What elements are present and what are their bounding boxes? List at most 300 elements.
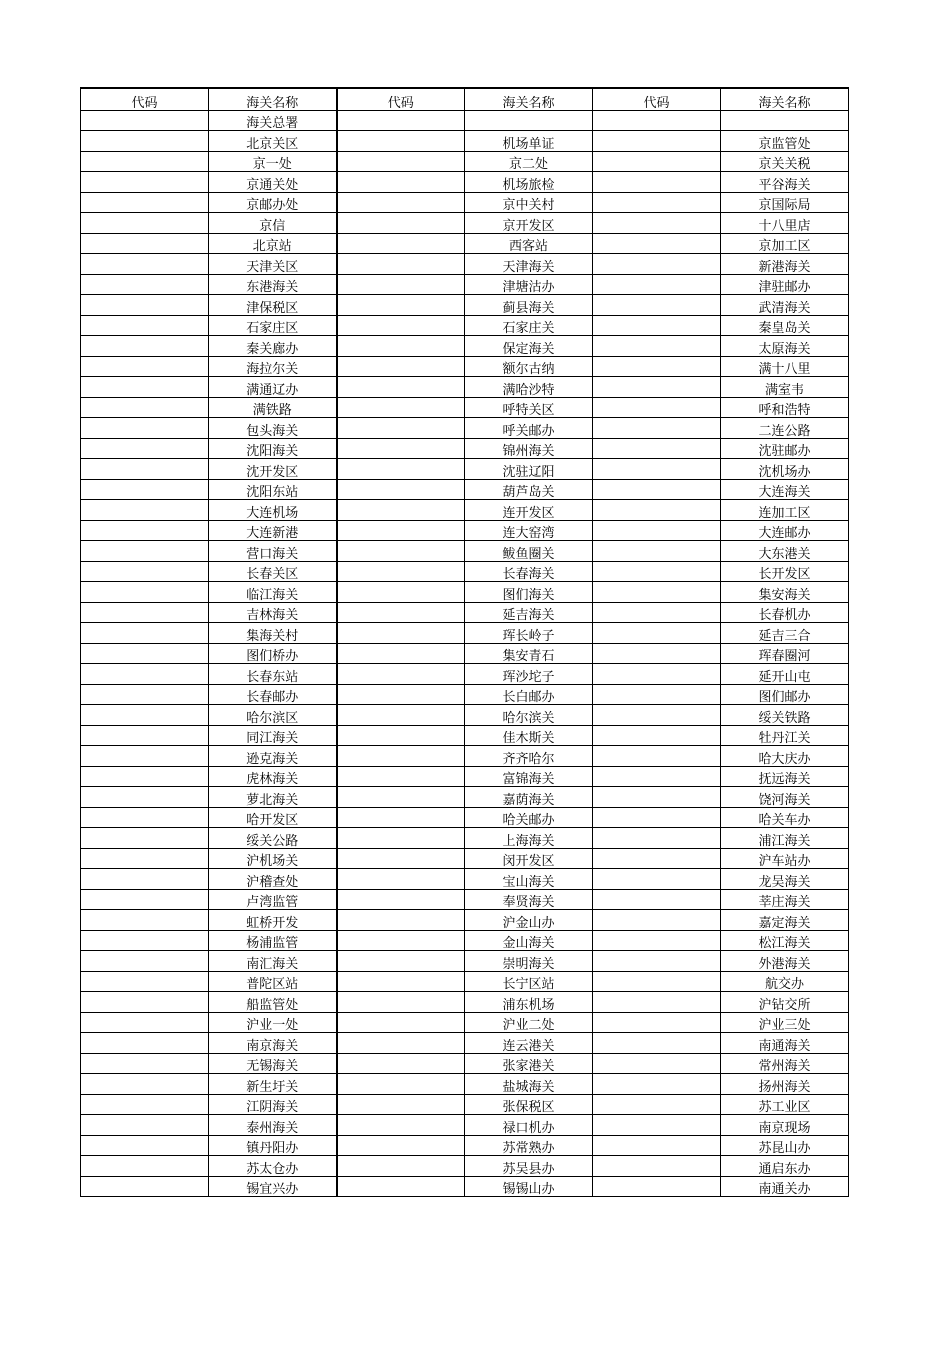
table-row xyxy=(81,438,849,459)
customs-name-cell: 北京关区 xyxy=(209,131,337,152)
table-row xyxy=(81,787,849,808)
code-cell xyxy=(337,110,465,131)
code-cell xyxy=(337,520,465,541)
code-cell xyxy=(81,1033,209,1054)
customs-name-cell: 扬州海关 xyxy=(721,1074,849,1095)
table-row xyxy=(81,705,849,726)
code-cell xyxy=(81,664,209,685)
code-cell xyxy=(593,1176,721,1197)
customs-name-cell: 嘉定海关 xyxy=(721,910,849,931)
customs-name-cell: 哈尔滨关 xyxy=(465,705,593,726)
table-row xyxy=(81,1033,849,1054)
table-row xyxy=(81,479,849,500)
customs-name-cell: 额尔古纳 xyxy=(465,356,593,377)
code-cell xyxy=(593,889,721,910)
customs-name-cell: 连开发区 xyxy=(465,500,593,521)
customs-name-cell: 京信 xyxy=(209,213,337,234)
code-cell xyxy=(337,500,465,521)
customs-name-cell: 营口海关 xyxy=(209,541,337,562)
code-cell xyxy=(337,623,465,644)
code-cell xyxy=(337,828,465,849)
code-cell xyxy=(337,561,465,582)
customs-name-cell: 珲长岭子 xyxy=(465,623,593,644)
customs-name-cell: 图们桥办 xyxy=(209,643,337,664)
customs-name-cell: 沈驻辽阳 xyxy=(465,459,593,480)
customs-name-cell: 齐齐哈尔 xyxy=(465,746,593,767)
header-code-1: 代码 xyxy=(81,88,209,110)
table-row xyxy=(81,869,849,890)
code-cell xyxy=(81,602,209,623)
table-row xyxy=(81,1053,849,1074)
customs-name-cell: 长白邮办 xyxy=(465,684,593,705)
customs-name-cell xyxy=(721,110,849,131)
code-cell xyxy=(593,910,721,931)
table-row xyxy=(81,828,849,849)
code-cell xyxy=(593,356,721,377)
code-cell xyxy=(81,1012,209,1033)
customs-name-cell: 天津关区 xyxy=(209,254,337,275)
code-cell xyxy=(337,254,465,275)
table-row xyxy=(81,418,849,439)
customs-name-cell: 平谷海关 xyxy=(721,172,849,193)
header-name-3: 海关名称 xyxy=(721,88,849,110)
code-cell xyxy=(593,110,721,131)
customs-name-cell: 哈关车办 xyxy=(721,807,849,828)
table-row xyxy=(81,664,849,685)
code-cell xyxy=(593,213,721,234)
customs-name-cell: 海关总署 xyxy=(209,110,337,131)
customs-name-cell: 南京现场 xyxy=(721,1115,849,1136)
code-cell xyxy=(81,295,209,316)
code-cell xyxy=(593,377,721,398)
table-row xyxy=(81,315,849,336)
code-cell xyxy=(593,1115,721,1136)
table-row xyxy=(81,131,849,152)
customs-name-cell: 沪车站办 xyxy=(721,848,849,869)
customs-name-cell: 上海海关 xyxy=(465,828,593,849)
customs-name-cell: 沪业一处 xyxy=(209,1012,337,1033)
customs-name-cell: 苏吴县办 xyxy=(465,1156,593,1177)
table-row xyxy=(81,643,849,664)
code-cell xyxy=(593,869,721,890)
customs-name-cell: 沈开发区 xyxy=(209,459,337,480)
code-cell xyxy=(337,1135,465,1156)
code-cell xyxy=(337,315,465,336)
customs-name-cell: 太原海关 xyxy=(721,336,849,357)
customs-name-cell: 航交办 xyxy=(721,971,849,992)
customs-name-cell: 京加工区 xyxy=(721,233,849,254)
customs-name-cell: 珲沙坨子 xyxy=(465,664,593,685)
code-cell xyxy=(593,705,721,726)
customs-name-cell: 满铁路 xyxy=(209,397,337,418)
table-row xyxy=(81,541,849,562)
customs-name-cell: 京邮办处 xyxy=(209,192,337,213)
code-cell xyxy=(337,582,465,603)
customs-name-cell: 石家庄关 xyxy=(465,315,593,336)
customs-name-cell: 沪稽查处 xyxy=(209,869,337,890)
code-cell xyxy=(337,992,465,1013)
table-row xyxy=(81,1012,849,1033)
code-cell xyxy=(337,1115,465,1136)
code-cell xyxy=(337,1074,465,1095)
customs-name-cell: 长春邮办 xyxy=(209,684,337,705)
table-row xyxy=(81,1074,849,1095)
code-cell xyxy=(81,951,209,972)
customs-name-cell: 鲅鱼圈关 xyxy=(465,541,593,562)
code-cell xyxy=(337,643,465,664)
table-row xyxy=(81,295,849,316)
table-row xyxy=(81,1115,849,1136)
code-cell xyxy=(337,295,465,316)
table-row xyxy=(81,192,849,213)
customs-name-cell: 满哈沙特 xyxy=(465,377,593,398)
customs-name-cell: 莘庄海关 xyxy=(721,889,849,910)
customs-name-cell: 长春机办 xyxy=(721,602,849,623)
code-cell xyxy=(337,192,465,213)
code-cell xyxy=(81,1094,209,1115)
code-cell xyxy=(337,848,465,869)
code-cell xyxy=(81,1135,209,1156)
code-cell xyxy=(81,930,209,951)
customs-name-cell: 京国际局 xyxy=(721,192,849,213)
code-cell xyxy=(81,479,209,500)
code-cell xyxy=(81,131,209,152)
customs-name-cell: 浦江海关 xyxy=(721,828,849,849)
table-row xyxy=(81,807,849,828)
code-cell xyxy=(337,602,465,623)
code-cell xyxy=(337,213,465,234)
code-cell xyxy=(81,377,209,398)
customs-name-cell: 连云港关 xyxy=(465,1033,593,1054)
code-cell xyxy=(81,828,209,849)
code-cell xyxy=(593,336,721,357)
customs-name-cell: 张家港关 xyxy=(465,1053,593,1074)
customs-name-cell: 长春东站 xyxy=(209,664,337,685)
code-cell xyxy=(337,787,465,808)
code-cell xyxy=(337,459,465,480)
code-cell xyxy=(337,725,465,746)
table-row xyxy=(81,746,849,767)
customs-name-cell: 海拉尔关 xyxy=(209,356,337,377)
code-cell xyxy=(337,807,465,828)
customs-name-cell: 苏工业区 xyxy=(721,1094,849,1115)
table-row xyxy=(81,889,849,910)
code-cell xyxy=(593,315,721,336)
customs-name-cell: 锦州海关 xyxy=(465,438,593,459)
code-cell xyxy=(337,397,465,418)
code-cell xyxy=(593,172,721,193)
customs-name-cell: 图们海关 xyxy=(465,582,593,603)
customs-name-cell: 富锦海关 xyxy=(465,766,593,787)
customs-name-cell: 葫芦岛关 xyxy=(465,479,593,500)
code-cell xyxy=(593,500,721,521)
code-cell xyxy=(81,397,209,418)
customs-name-cell: 西客站 xyxy=(465,233,593,254)
customs-name-cell: 京一处 xyxy=(209,151,337,172)
code-cell xyxy=(81,623,209,644)
code-cell xyxy=(81,233,209,254)
code-cell xyxy=(593,295,721,316)
customs-name-cell: 呼特关区 xyxy=(465,397,593,418)
code-cell xyxy=(81,1176,209,1197)
table-row xyxy=(81,356,849,377)
customs-name-cell: 呼关邮办 xyxy=(465,418,593,439)
customs-name-cell: 沪金山办 xyxy=(465,910,593,931)
customs-name-cell: 延开山屯 xyxy=(721,664,849,685)
customs-name-cell: 新港海关 xyxy=(721,254,849,275)
code-cell xyxy=(337,705,465,726)
customs-name-cell: 图们邮办 xyxy=(721,684,849,705)
customs-name-cell: 浦东机场 xyxy=(465,992,593,1013)
code-cell xyxy=(81,869,209,890)
code-cell xyxy=(337,951,465,972)
code-cell xyxy=(593,971,721,992)
code-cell xyxy=(593,623,721,644)
customs-name-cell: 通启东办 xyxy=(721,1156,849,1177)
customs-name-cell: 江阴海关 xyxy=(209,1094,337,1115)
table-row xyxy=(81,971,849,992)
code-cell xyxy=(81,848,209,869)
code-cell xyxy=(593,541,721,562)
customs-name-cell: 京关关税 xyxy=(721,151,849,172)
code-cell xyxy=(81,705,209,726)
customs-name-cell: 南京海关 xyxy=(209,1033,337,1054)
code-cell xyxy=(593,643,721,664)
customs-name-cell: 京二处 xyxy=(465,151,593,172)
table-row xyxy=(81,110,849,131)
customs-name-cell: 绥关公路 xyxy=(209,828,337,849)
customs-name-cell: 沈阳东站 xyxy=(209,479,337,500)
code-cell xyxy=(593,438,721,459)
table-row xyxy=(81,500,849,521)
customs-name-cell: 南通海关 xyxy=(721,1033,849,1054)
customs-name-cell: 新生圩关 xyxy=(209,1074,337,1095)
code-cell xyxy=(81,1115,209,1136)
table-row xyxy=(81,1135,849,1156)
code-cell xyxy=(81,643,209,664)
table-row xyxy=(81,213,849,234)
customs-name-cell: 龙吴海关 xyxy=(721,869,849,890)
customs-name-cell: 沈阳海关 xyxy=(209,438,337,459)
customs-name-cell: 包头海关 xyxy=(209,418,337,439)
customs-name-cell: 呼和浩特 xyxy=(721,397,849,418)
table-body xyxy=(81,88,849,1197)
customs-name-cell: 津驻邮办 xyxy=(721,274,849,295)
table-row xyxy=(81,725,849,746)
customs-name-cell: 沈驻邮办 xyxy=(721,438,849,459)
code-cell xyxy=(593,1094,721,1115)
customs-name-cell: 长开发区 xyxy=(721,561,849,582)
customs-name-cell: 苏昆山办 xyxy=(721,1135,849,1156)
code-cell xyxy=(337,930,465,951)
customs-name-cell: 崇明海关 xyxy=(465,951,593,972)
code-cell xyxy=(337,869,465,890)
customs-name-cell: 延吉海关 xyxy=(465,602,593,623)
customs-name-cell: 长春海关 xyxy=(465,561,593,582)
customs-name-cell: 北京站 xyxy=(209,233,337,254)
customs-name-cell: 镇丹阳办 xyxy=(209,1135,337,1156)
customs-name-cell: 蓟县海关 xyxy=(465,295,593,316)
customs-name-cell: 长春关区 xyxy=(209,561,337,582)
customs-name-cell: 绥关铁路 xyxy=(721,705,849,726)
code-cell xyxy=(337,233,465,254)
code-cell xyxy=(337,1094,465,1115)
code-cell xyxy=(81,541,209,562)
customs-name-cell: 松江海关 xyxy=(721,930,849,951)
customs-name-cell: 南汇海关 xyxy=(209,951,337,972)
code-cell xyxy=(593,582,721,603)
code-cell xyxy=(593,397,721,418)
customs-name-cell: 饶河海关 xyxy=(721,787,849,808)
code-cell xyxy=(337,541,465,562)
customs-name-cell: 苏常熟办 xyxy=(465,1135,593,1156)
code-cell xyxy=(593,828,721,849)
customs-name-cell: 禄口机办 xyxy=(465,1115,593,1136)
code-cell xyxy=(81,110,209,131)
code-cell xyxy=(81,151,209,172)
table-row xyxy=(81,336,849,357)
code-cell xyxy=(593,131,721,152)
code-cell xyxy=(81,520,209,541)
code-cell xyxy=(593,930,721,951)
customs-name-cell: 津保税区 xyxy=(209,295,337,316)
code-cell xyxy=(337,684,465,705)
table-row xyxy=(81,397,849,418)
code-cell xyxy=(81,582,209,603)
customs-name-cell: 津塘沽办 xyxy=(465,274,593,295)
code-cell xyxy=(593,1074,721,1095)
code-cell xyxy=(593,561,721,582)
customs-name-cell: 机场旅检 xyxy=(465,172,593,193)
customs-name-cell: 船监管处 xyxy=(209,992,337,1013)
customs-name-cell: 长宁区站 xyxy=(465,971,593,992)
customs-name-cell: 京开发区 xyxy=(465,213,593,234)
code-cell xyxy=(81,418,209,439)
code-cell xyxy=(593,192,721,213)
customs-name-cell: 沪钻交所 xyxy=(721,992,849,1013)
code-cell xyxy=(593,787,721,808)
header-row xyxy=(81,88,849,110)
code-cell xyxy=(593,602,721,623)
code-cell xyxy=(593,992,721,1013)
customs-name-cell: 卢湾监管 xyxy=(209,889,337,910)
customs-name-cell: 普陀区站 xyxy=(209,971,337,992)
code-cell xyxy=(593,848,721,869)
customs-name-cell: 哈尔滨区 xyxy=(209,705,337,726)
code-cell xyxy=(337,438,465,459)
code-cell xyxy=(81,336,209,357)
customs-name-cell: 京中关村 xyxy=(465,192,593,213)
customs-name-cell: 外港海关 xyxy=(721,951,849,972)
header-name-1: 海关名称 xyxy=(209,88,337,110)
customs-name-cell: 吉林海关 xyxy=(209,602,337,623)
code-cell xyxy=(81,274,209,295)
code-cell xyxy=(337,1012,465,1033)
code-cell xyxy=(337,274,465,295)
code-cell xyxy=(81,1156,209,1177)
code-cell xyxy=(81,807,209,828)
customs-name-cell: 秦关廊办 xyxy=(209,336,337,357)
customs-name-cell: 石家庄区 xyxy=(209,315,337,336)
code-cell xyxy=(81,1053,209,1074)
code-cell xyxy=(337,172,465,193)
code-cell xyxy=(81,971,209,992)
customs-name-cell: 集海关村 xyxy=(209,623,337,644)
customs-name-cell: 常州海关 xyxy=(721,1053,849,1074)
code-cell xyxy=(337,1033,465,1054)
customs-name-cell: 锡锡山办 xyxy=(465,1176,593,1197)
customs-name-cell: 保定海关 xyxy=(465,336,593,357)
code-cell xyxy=(593,684,721,705)
customs-name-cell: 京通关处 xyxy=(209,172,337,193)
customs-code-table xyxy=(80,87,849,1197)
table-row xyxy=(81,766,849,787)
customs-name-cell: 逊克海关 xyxy=(209,746,337,767)
customs-name-cell: 闵开发区 xyxy=(465,848,593,869)
code-cell xyxy=(593,459,721,480)
table-row xyxy=(81,848,849,869)
code-cell xyxy=(81,561,209,582)
header-name-2: 海关名称 xyxy=(465,88,593,110)
customs-name-cell: 连大窑湾 xyxy=(465,520,593,541)
customs-name-cell: 哈大庆办 xyxy=(721,746,849,767)
code-cell xyxy=(593,520,721,541)
customs-name-cell: 机场单证 xyxy=(465,131,593,152)
customs-name-cell: 哈关邮办 xyxy=(465,807,593,828)
customs-name-cell: 大连新港 xyxy=(209,520,337,541)
code-cell xyxy=(81,438,209,459)
customs-name-cell: 泰州海关 xyxy=(209,1115,337,1136)
customs-name-cell: 大连机场 xyxy=(209,500,337,521)
code-cell xyxy=(593,807,721,828)
code-cell xyxy=(81,910,209,931)
customs-name-cell: 虎林海关 xyxy=(209,766,337,787)
customs-name-cell: 佳木斯关 xyxy=(465,725,593,746)
code-cell xyxy=(81,315,209,336)
code-cell xyxy=(81,992,209,1013)
table-row xyxy=(81,151,849,172)
customs-name-cell: 沪业二处 xyxy=(465,1012,593,1033)
table-row xyxy=(81,623,849,644)
table-row xyxy=(81,459,849,480)
customs-name-cell: 满十八里 xyxy=(721,356,849,377)
code-cell xyxy=(337,479,465,500)
customs-name-cell: 沪业三处 xyxy=(721,1012,849,1033)
code-cell xyxy=(337,131,465,152)
table-row xyxy=(81,951,849,972)
table-row xyxy=(81,520,849,541)
customs-name-cell: 宝山海关 xyxy=(465,869,593,890)
customs-name-cell: 同江海关 xyxy=(209,725,337,746)
header-code-3: 代码 xyxy=(593,88,721,110)
code-cell xyxy=(81,889,209,910)
customs-name-cell: 金山海关 xyxy=(465,930,593,951)
table-row xyxy=(81,684,849,705)
table-row xyxy=(81,582,849,603)
code-cell xyxy=(593,1053,721,1074)
customs-name-cell: 珲春圈河 xyxy=(721,643,849,664)
customs-name-cell: 萝北海关 xyxy=(209,787,337,808)
table-row xyxy=(81,1094,849,1115)
code-cell xyxy=(337,889,465,910)
table-row xyxy=(81,992,849,1013)
code-cell xyxy=(81,787,209,808)
code-cell xyxy=(81,172,209,193)
code-cell xyxy=(337,151,465,172)
code-cell xyxy=(593,1135,721,1156)
code-cell xyxy=(593,1033,721,1054)
customs-name-cell: 集安海关 xyxy=(721,582,849,603)
